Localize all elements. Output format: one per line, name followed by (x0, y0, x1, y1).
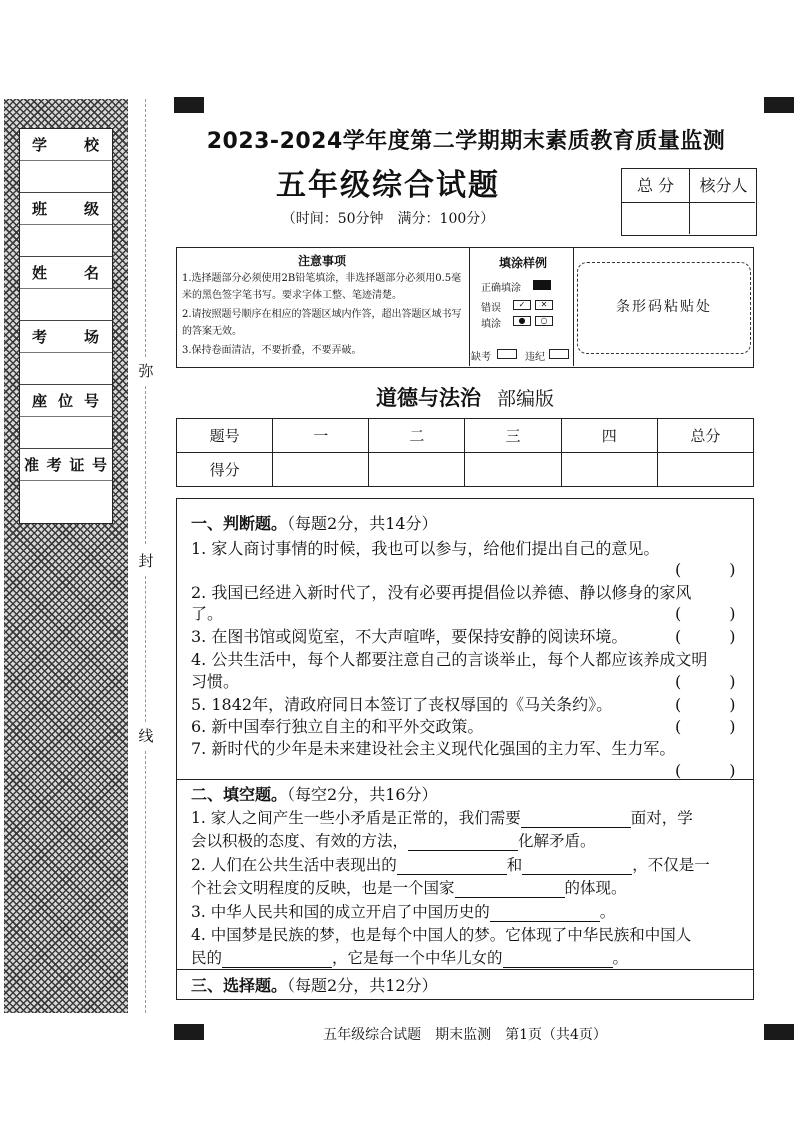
score-header-cell: 总分 (657, 419, 753, 453)
notice-item-3: 3.保持卷面清洁，不要折叠，不要弄破。 (182, 345, 362, 356)
section-3-note: （每题2分，共12分） (287, 976, 438, 995)
wrong-circle-sample: ○ (535, 316, 553, 326)
score-table (176, 418, 754, 487)
score-header-cell: 四 (561, 419, 657, 453)
info-row-seat (20, 385, 112, 449)
registration-mark-bottom-right (764, 1024, 794, 1040)
judge-question-4-cont: 习惯。 ( ) (191, 669, 747, 692)
wrong-check-sample: ✓ (513, 300, 531, 310)
wrong-fill-label: 错误 (481, 303, 501, 314)
registration-mark-top-left (174, 97, 204, 113)
info-row-class (20, 193, 112, 257)
notice-item-2: 2.请按照题号顺序在相应的答题区域内作答，超出答题区域书写的答案无效。 (182, 309, 462, 337)
section-divider (177, 779, 753, 780)
info-label-class: 班 级 (20, 193, 112, 225)
wrong-dot-sample: ● (513, 316, 531, 326)
seal-char-feng: 封 (138, 552, 154, 570)
fill-question-1: 1. 家人之间产生一些小矛盾是正常的，我们需要 面对，学 (191, 809, 693, 827)
score-row-label: 得分 (177, 453, 273, 487)
violation-box[interactable] (549, 349, 569, 359)
section-2-note: （每空2分，共16分） (287, 785, 438, 804)
score-cell[interactable] (561, 453, 657, 487)
absent-box[interactable] (497, 349, 517, 359)
exam-title: 2023-2024学年度第二学期期末素质教育质量监测 (206, 129, 726, 154)
paper-title: 五年级综合试题 (276, 168, 500, 203)
fill-sample-title: 填涂样例 (498, 256, 547, 270)
answer-paren[interactable]: ( ) (675, 604, 736, 623)
answer-blank[interactable] (521, 809, 631, 828)
judge-question-7: 7. 新时代的少年是未来建设社会主义现代化强国的主力军、生力军。 (191, 739, 676, 758)
fill-question-4-cont: 民的 ，它是每一个中华儿女的 。 (191, 949, 629, 967)
answer-paren[interactable]: ( ) (675, 627, 736, 646)
fill-question-4: 4. 中国梦是民族的梦，也是每个中国人的梦。它体现了中华民族和中国人 (191, 926, 692, 944)
section-3-title: 三、选择题。（每题2分，共12分） (191, 976, 438, 995)
info-label-exam-room: 考 场 (20, 321, 112, 353)
violation-label: 违纪 (525, 352, 545, 363)
answer-blank[interactable] (222, 949, 332, 968)
score-cell[interactable] (273, 453, 369, 487)
section-divider (177, 969, 753, 970)
fill-question-3: 3. 中华人民共和国的成立开启了中国历史的 。 (191, 903, 616, 921)
subject-name: 道德与法治 (375, 385, 481, 410)
answer-blank[interactable] (490, 903, 600, 922)
score-header-cell: 一 (273, 419, 369, 453)
answer-paren[interactable]: ( ) (675, 761, 736, 780)
info-label-ticket: 准考证号 (20, 449, 112, 481)
judge-question-6: 6. 新中国奉行独立自主的和平外交政策。 ( ) (191, 714, 747, 737)
absent-label: 缺考 (471, 352, 491, 363)
score-table-score-row (177, 453, 754, 487)
info-row-name (20, 257, 112, 321)
checker-label: 核分人 (689, 169, 757, 203)
fill-question-1-cont: 会以积极的态度、有效的方法， 化解矛盾。 (191, 832, 596, 850)
seal-dash-line (145, 386, 146, 544)
judge-question-2: 2. 我国已经进入新时代了，没有必要再提倡俭以养德、静以修身的家风 (191, 583, 692, 602)
info-label-school: 学 校 (20, 129, 112, 161)
score-table-header-row (177, 419, 754, 453)
subject-edition: 部编版 (496, 388, 554, 410)
section-2-title: 二、填空题。（每空2分，共16分） (191, 785, 438, 804)
score-header-cell: 三 (465, 419, 561, 453)
fill-question-2: 2. 人们在公共生活中表现出的 和 ，不仅是一 (191, 856, 710, 874)
seal-dash-line (145, 576, 146, 722)
info-row-exam-room (20, 321, 112, 385)
student-info-box (19, 128, 113, 524)
answer-paren[interactable]: ( ) (675, 717, 736, 736)
wrong-cross-sample: ✕ (535, 300, 553, 310)
subject-heading (176, 382, 754, 412)
score-box-divider (689, 202, 690, 234)
notice-item-1: 1.选择题部分必须使用2B铅笔填涂，非选择题部分必须用0.5毫米的黑色签字笔书写。要求字体工整、笔迹清楚。 (182, 273, 462, 301)
score-cell[interactable] (465, 453, 561, 487)
info-row-school (20, 129, 112, 193)
notice-divider (573, 248, 574, 366)
page-footer: 五年级综合试题 期末监测 第1页（共4页） (323, 1027, 607, 1043)
judge-question-3: 3. 在图书馆或阅览室，不大声喧哗，要保持安静的阅读环境。 ( ) (191, 624, 747, 647)
score-cell[interactable] (369, 453, 465, 487)
judge-question-4: 4. 公共生活中，每个人都要注意自己的言谈举止，每个人都应该养成文明 (191, 650, 708, 669)
answer-paren[interactable]: ( ) (675, 695, 736, 714)
answer-paren[interactable]: ( ) (675, 560, 736, 579)
info-label-seat: 座位号 (20, 385, 112, 417)
notice-panel (176, 247, 754, 368)
section-1-note: （每题2分，共14分） (287, 514, 438, 533)
seal-dash-line (145, 99, 146, 357)
seal-dash-line (145, 751, 146, 1013)
score-cell[interactable] (657, 453, 753, 487)
notice-title: 注意事项 (297, 254, 346, 268)
seal-char-mi: 弥 (138, 362, 154, 380)
score-header-cell: 二 (369, 419, 465, 453)
score-header-cell: 题号 (177, 419, 273, 453)
info-row-ticket (20, 449, 112, 513)
fill-question-2-cont: 个社会文明程度的反映，也是一个国家 的体现。 (191, 879, 627, 897)
barcode-area: 条形码粘贴处 (577, 262, 751, 354)
answer-blank[interactable] (397, 856, 507, 875)
judge-question-1: 1. 家人商讨事情的时候，我也可以参与，给他们提出自己的意见。 (191, 539, 660, 558)
correct-fill-label: 正确填涂 (481, 283, 521, 294)
answer-blank[interactable] (503, 949, 613, 968)
answer-blank[interactable] (455, 879, 565, 898)
total-score-box (621, 168, 757, 236)
judge-question-5: 5. 1842年，清政府同日本签订了丧权辱国的《马关条约》。 ( ) (191, 692, 747, 715)
answer-blank[interactable] (522, 856, 632, 875)
info-label-name: 姓 名 (20, 257, 112, 289)
correct-fill-sample (533, 280, 551, 290)
wrong-fill-label-2: 填涂 (481, 319, 501, 330)
seal-char-xian: 线 (138, 727, 154, 745)
answer-paren[interactable]: ( ) (675, 672, 736, 691)
registration-mark-top-right (764, 97, 794, 113)
time-info: （时间：50分钟 满分：100分） (281, 211, 495, 227)
question-area (176, 498, 754, 1000)
total-score-label: 总 分 (636, 176, 675, 195)
answer-blank[interactable] (408, 832, 518, 851)
section-1-title: 一、判断题。（每题2分，共14分） (191, 514, 438, 533)
notice-divider (469, 248, 470, 366)
judge-question-2-cont: 了。 ( ) (191, 601, 747, 624)
